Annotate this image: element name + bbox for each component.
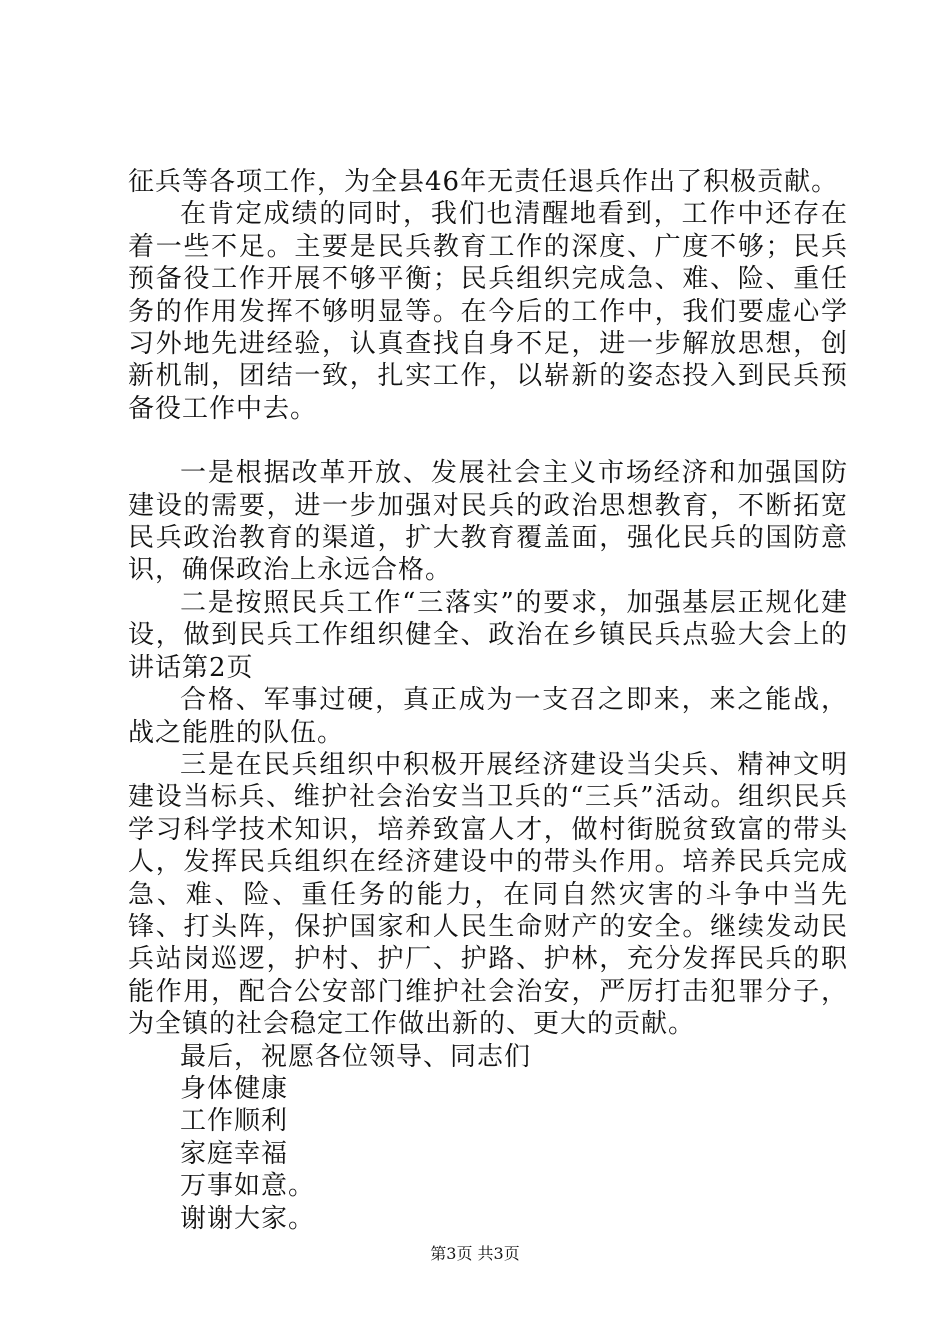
closing-line-thanks: 谢谢大家。 xyxy=(180,1203,316,1234)
paragraph-point-one: 一是根据改革开放、发展社会主义市场经济和加强国防建设的需要，进一步加强对民兵的政治思想教育，不断拓宽民兵政治教育的渠道，扩大教育覆盖面，强化民兵的国防意识，确保政治上永远合格。 xyxy=(128,458,848,586)
paragraph-gap xyxy=(128,425,848,457)
closing-line-wishes: 最后，祝愿各位领导、同志们 xyxy=(180,1041,532,1072)
paragraph-continuation: 征兵等各项工作，为全县46年无责任退兵作出了积极贡献。 xyxy=(128,167,839,197)
paragraph-point-three: 三是在民兵组织中积极开展经济建设当尖兵、精神文明建设当标兵、维护社会治安当卫兵的“三兵”活动。组织民兵学习科学技术知识，培养致富人才，做村街脱贫致富的带头人，发挥民兵组织在经济建设中的带头作用。培养民兵完成急、难、险、重任务的能力，在同自然灾害的斗争中当先锋、打头阵，保护国家和人民生命财产的安全。继续发动民兵站岗巡逻，护村、护厂、护路、护林，充分发挥民兵的职能作用，配合公安部门维护社会治安，严厉打击犯罪分子，为全镇的社会稳定工作做出新的、更大的贡献。 xyxy=(128,749,848,1040)
page-number-footer: 第3页 共3页 xyxy=(430,1244,520,1263)
closing-line-health: 身体健康 xyxy=(180,1073,289,1104)
closing-line-everything: 万事如意。 xyxy=(180,1171,316,1202)
paragraph-shortcomings: 在肯定成绩的同时，我们也清醒地看到，工作中还存在着一些不足。主要是民兵教育工作的深度、广度不够；民兵预备役工作开展不够平衡；民兵组织完成急、难、险、重任务的作用发挥不够明显等。在今后的工作中，我们要虚心学习外地先进经验，认真查找自身不足，进一步解放思想，创新机制，团结一致，扎实工作，以崭新的姿态投入到民兵预备役工作中去。 xyxy=(128,199,848,424)
paragraph-point-two-continued: 合格、军事过硬，真正成为一支召之即来，来之能战，战之能胜的队伍。 xyxy=(128,685,848,748)
document-body xyxy=(128,166,848,1235)
paragraph-point-two: 二是按照民兵工作“三落实”的要求，加强基层正规化建设，做到民兵工作组织健全、政治在乡镇民兵点验大会上的讲话第2页 xyxy=(128,587,848,683)
closing-line-family: 家庭幸福 xyxy=(180,1138,289,1169)
closing-line-work: 工作顺利 xyxy=(180,1106,289,1137)
